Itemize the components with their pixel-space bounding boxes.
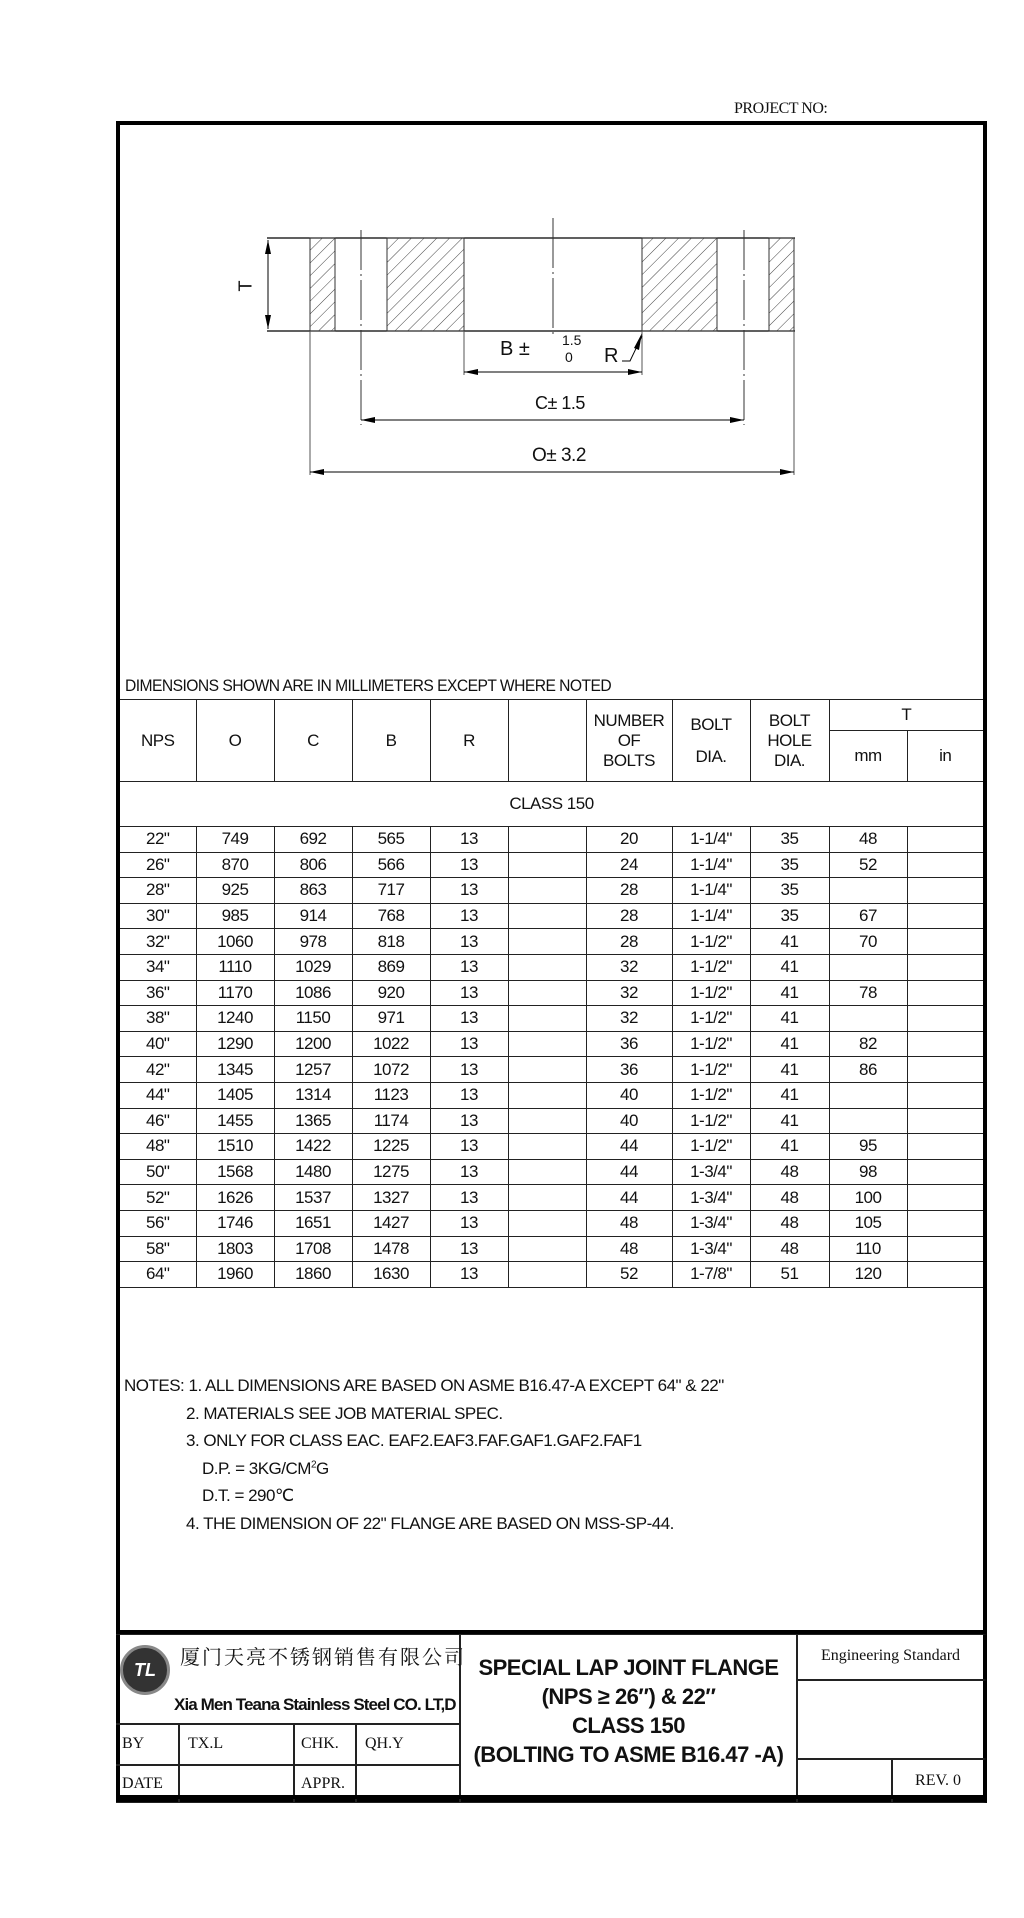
cell-b: 1174 bbox=[352, 1108, 430, 1134]
note-4: 4. THE DIMENSION OF 22" FLANGE ARE BASED ON MSS-SP-44. bbox=[186, 1513, 674, 1533]
cell-b: 1630 bbox=[352, 1262, 430, 1288]
cell-hole: 35 bbox=[750, 827, 829, 853]
cell-t-in bbox=[907, 1082, 983, 1108]
cell-bolt-dia: 1-3/4" bbox=[672, 1236, 750, 1262]
cell-c: 1086 bbox=[274, 980, 352, 1006]
cell-bolt-dia: 1-1/2" bbox=[672, 954, 750, 980]
cell-hole: 41 bbox=[750, 1134, 829, 1160]
bore-dimension bbox=[464, 369, 642, 375]
cell-o: 1170 bbox=[196, 980, 274, 1006]
cell-o: 1405 bbox=[196, 1082, 274, 1108]
bolt-circle-dimension bbox=[361, 417, 744, 423]
cell-hole: 51 bbox=[750, 1262, 829, 1288]
cell-r: 13 bbox=[430, 1031, 508, 1057]
cell-o: 985 bbox=[196, 903, 274, 929]
dimensions-table bbox=[120, 699, 983, 1288]
class-label: CLASS 150 bbox=[120, 782, 983, 827]
cell-t-mm bbox=[829, 878, 907, 904]
cell-t-mm bbox=[829, 1006, 907, 1032]
table-row bbox=[120, 1082, 983, 1108]
table-row bbox=[120, 852, 983, 878]
cell-hole: 41 bbox=[750, 1082, 829, 1108]
cell-t-mm bbox=[829, 954, 907, 980]
cell-nps: 40" bbox=[120, 1031, 196, 1057]
cell-bolt-dia: 1-1/4" bbox=[672, 878, 750, 904]
title-block bbox=[116, 1630, 987, 1803]
cell-t-in bbox=[907, 1108, 983, 1134]
cell-t-in bbox=[907, 1134, 983, 1160]
cell-nps: 56" bbox=[120, 1210, 196, 1236]
cell-o: 1626 bbox=[196, 1185, 274, 1211]
header-number-of-bolts: NUMBER OF BOLTS bbox=[586, 700, 672, 782]
cell-t-in bbox=[907, 980, 983, 1006]
cell-o: 1240 bbox=[196, 1006, 274, 1032]
cell-r: 13 bbox=[430, 929, 508, 955]
units-note: DIMENSIONS SHOWN ARE IN MILLIMETERS EXCEPT WHERE NOTED bbox=[125, 676, 612, 695]
cell-r: 13 bbox=[430, 1108, 508, 1134]
dp-suffix: G bbox=[316, 1458, 329, 1478]
cell-r: 13 bbox=[430, 1210, 508, 1236]
cell-r: 13 bbox=[430, 1082, 508, 1108]
cell-c: 1200 bbox=[274, 1031, 352, 1057]
cell-blank bbox=[508, 903, 586, 929]
cell-t-in bbox=[907, 954, 983, 980]
table-row bbox=[120, 1134, 983, 1160]
cell-r: 13 bbox=[430, 1134, 508, 1160]
cell-t-in bbox=[907, 1159, 983, 1185]
cell-blank bbox=[508, 1134, 586, 1160]
document-number-cell bbox=[797, 1680, 987, 1759]
dp-prefix: D.P. = 3KG/CM bbox=[202, 1458, 311, 1478]
table-row bbox=[120, 878, 983, 904]
cell-t-mm: 100 bbox=[829, 1185, 907, 1211]
cell-r: 13 bbox=[430, 827, 508, 853]
cell-bolt-dia: 1-1/2" bbox=[672, 1031, 750, 1057]
table-row bbox=[120, 1057, 983, 1083]
cell-r: 13 bbox=[430, 878, 508, 904]
cell-nps: 48" bbox=[120, 1134, 196, 1160]
cell-o: 1510 bbox=[196, 1134, 274, 1160]
cell-t-mm: 120 bbox=[829, 1262, 907, 1288]
header-blank bbox=[508, 700, 586, 782]
header-t: T bbox=[829, 700, 983, 731]
cell-t-mm: 67 bbox=[829, 903, 907, 929]
header-o: O bbox=[196, 700, 274, 782]
table-row bbox=[120, 903, 983, 929]
cell-c: 1314 bbox=[274, 1082, 352, 1108]
cell-b: 1123 bbox=[352, 1082, 430, 1108]
cell-t-in bbox=[907, 1031, 983, 1057]
cell-o: 1960 bbox=[196, 1262, 274, 1288]
cell-bolt-dia: 1-1/2" bbox=[672, 1082, 750, 1108]
cell-b: 869 bbox=[352, 954, 430, 980]
table-row bbox=[120, 980, 983, 1006]
cell-bolt-dia: 1-1/2" bbox=[672, 1057, 750, 1083]
bore-tolerance-upper: 1.5 bbox=[562, 332, 582, 348]
cell-bolts: 28 bbox=[586, 903, 672, 929]
cell-t-in bbox=[907, 827, 983, 853]
cell-b: 920 bbox=[352, 980, 430, 1006]
cell-bolt-dia: 1-1/2" bbox=[672, 929, 750, 955]
cell-bolts: 24 bbox=[586, 852, 672, 878]
radius-label: R bbox=[604, 345, 619, 367]
cell-bolts: 36 bbox=[586, 1031, 672, 1057]
drawing-title-cell bbox=[460, 1634, 797, 1803]
cell-b: 565 bbox=[352, 827, 430, 853]
note-3-design-temperature: D.T. = 290℃ bbox=[202, 1486, 294, 1505]
cell-bolts: 28 bbox=[586, 878, 672, 904]
chk-value: QH.Y bbox=[356, 1724, 460, 1765]
cell-hole: 35 bbox=[750, 852, 829, 878]
project-number-label: PROJECT NO: bbox=[734, 100, 828, 117]
cell-bolt-dia: 1-3/4" bbox=[672, 1159, 750, 1185]
cell-o: 1746 bbox=[196, 1210, 274, 1236]
cell-b: 1072 bbox=[352, 1057, 430, 1083]
cell-c: 692 bbox=[274, 827, 352, 853]
by-value: TX.L bbox=[179, 1724, 294, 1765]
title-line-2: (NPS ≥ 26″) & 22″ bbox=[541, 1684, 716, 1709]
cell-nps: 22" bbox=[120, 827, 196, 853]
cell-blank bbox=[508, 1262, 586, 1288]
title-block-bottom-border bbox=[116, 1795, 987, 1799]
cell-t-mm: 82 bbox=[829, 1031, 907, 1057]
cell-bolts: 40 bbox=[586, 1082, 672, 1108]
title-line-1: SPECIAL LAP JOINT FLANGE bbox=[478, 1655, 779, 1680]
company-cell bbox=[116, 1634, 466, 1724]
appr-label: APPR. bbox=[294, 1765, 356, 1803]
cell-t-mm bbox=[829, 1082, 907, 1108]
cell-o: 1455 bbox=[196, 1108, 274, 1134]
cell-bolt-dia: 1-3/4" bbox=[672, 1210, 750, 1236]
note-3: 3. ONLY FOR CLASS EAC. EAF2.EAF3.FAF.GAF1.GAF2.FAF1 bbox=[186, 1431, 642, 1450]
cell-blank bbox=[508, 1108, 586, 1134]
cell-bolt-dia: 1-1/2" bbox=[672, 1134, 750, 1160]
cell-blank bbox=[508, 929, 586, 955]
cell-r: 13 bbox=[430, 1006, 508, 1032]
radius-leader bbox=[622, 333, 642, 361]
cell-t-mm: 70 bbox=[829, 929, 907, 955]
cell-c: 1257 bbox=[274, 1057, 352, 1083]
header-b: B bbox=[352, 700, 430, 782]
cell-blank bbox=[508, 1031, 586, 1057]
cell-bolt-dia: 1-1/4" bbox=[672, 903, 750, 929]
cell-nps: 26" bbox=[120, 852, 196, 878]
cell-r: 13 bbox=[430, 1236, 508, 1262]
cell-c: 1480 bbox=[274, 1159, 352, 1185]
title-line-4: (BOLTING TO ASME B16.47 -A) bbox=[473, 1742, 784, 1767]
cell-blank bbox=[508, 954, 586, 980]
cell-nps: 46" bbox=[120, 1108, 196, 1134]
company-name-english: Xia Men Teana Stainless Steel CO. LT,D bbox=[174, 1695, 456, 1714]
cell-blank bbox=[508, 980, 586, 1006]
cell-nps: 30" bbox=[120, 903, 196, 929]
cell-r: 13 bbox=[430, 954, 508, 980]
cell-t-in bbox=[907, 1262, 983, 1288]
cell-t-in bbox=[907, 1185, 983, 1211]
cell-o: 870 bbox=[196, 852, 274, 878]
table-row bbox=[120, 954, 983, 980]
cell-bolts: 32 bbox=[586, 1006, 672, 1032]
cell-r: 13 bbox=[430, 1262, 508, 1288]
cell-hole: 41 bbox=[750, 1057, 829, 1083]
cell-bolts: 44 bbox=[586, 1134, 672, 1160]
cell-c: 863 bbox=[274, 878, 352, 904]
cell-b: 1022 bbox=[352, 1031, 430, 1057]
cell-r: 13 bbox=[430, 1185, 508, 1211]
note-3-design-pressure bbox=[124, 1455, 724, 1483]
cell-hole: 41 bbox=[750, 1031, 829, 1057]
engineering-standard-label: Engineering Standard bbox=[797, 1634, 987, 1680]
cell-bolt-dia: 1-3/4" bbox=[672, 1185, 750, 1211]
table-row bbox=[120, 1031, 983, 1057]
cell-nps: 58" bbox=[120, 1236, 196, 1262]
cell-r: 13 bbox=[430, 903, 508, 929]
table-row bbox=[120, 1108, 983, 1134]
cell-r: 13 bbox=[430, 1159, 508, 1185]
cell-hole: 48 bbox=[750, 1159, 829, 1185]
cell-nps: 38" bbox=[120, 1006, 196, 1032]
cell-bolts: 44 bbox=[586, 1185, 672, 1211]
chk-label: CHK. bbox=[294, 1724, 356, 1765]
cell-c: 806 bbox=[274, 852, 352, 878]
cell-bolts: 44 bbox=[586, 1159, 672, 1185]
header-bolt-hole-dia: BOLT HOLE DIA. bbox=[750, 700, 829, 782]
cell-bolts: 32 bbox=[586, 954, 672, 980]
cell-t-mm: 86 bbox=[829, 1057, 907, 1083]
table-row bbox=[120, 1006, 983, 1032]
cell-hole: 48 bbox=[750, 1185, 829, 1211]
cell-bolt-dia: 1-7/8" bbox=[672, 1262, 750, 1288]
cell-t-mm: 105 bbox=[829, 1210, 907, 1236]
cell-o: 925 bbox=[196, 878, 274, 904]
cell-r: 13 bbox=[430, 1057, 508, 1083]
cell-blank bbox=[508, 878, 586, 904]
company-name-chinese: 厦门天亮不锈钢销售有限公司 bbox=[180, 1645, 466, 1669]
cell-b: 818 bbox=[352, 929, 430, 955]
cell-b: 1478 bbox=[352, 1236, 430, 1262]
header-c: C bbox=[274, 700, 352, 782]
cell-blank bbox=[508, 827, 586, 853]
cell-blank bbox=[508, 1185, 586, 1211]
header-t-mm: mm bbox=[829, 731, 907, 782]
cell-nps: 42" bbox=[120, 1057, 196, 1083]
cell-c: 914 bbox=[274, 903, 352, 929]
cell-hole: 48 bbox=[750, 1236, 829, 1262]
cell-hole: 48 bbox=[750, 1210, 829, 1236]
cell-hole: 35 bbox=[750, 878, 829, 904]
cell-bolts: 52 bbox=[586, 1262, 672, 1288]
cell-bolts: 48 bbox=[586, 1210, 672, 1236]
cell-nps: 64" bbox=[120, 1262, 196, 1288]
cell-t-in bbox=[907, 1057, 983, 1083]
cell-c: 1860 bbox=[274, 1262, 352, 1288]
cell-t-in bbox=[907, 1236, 983, 1262]
table-row bbox=[120, 1236, 983, 1262]
table-row bbox=[120, 827, 983, 853]
cell-nps: 28" bbox=[120, 878, 196, 904]
cell-r: 13 bbox=[430, 852, 508, 878]
table-row bbox=[120, 1210, 983, 1236]
cell-b: 1225 bbox=[352, 1134, 430, 1160]
cell-hole: 35 bbox=[750, 903, 829, 929]
thickness-label: T bbox=[235, 280, 256, 292]
flange-section-drawing bbox=[116, 125, 987, 545]
hatched-sections bbox=[310, 238, 794, 331]
dp-superscript: 2 bbox=[310, 1458, 316, 1470]
cell-blank bbox=[508, 1159, 586, 1185]
cell-t-in bbox=[907, 852, 983, 878]
cell-o: 1290 bbox=[196, 1031, 274, 1057]
table-row bbox=[120, 1159, 983, 1185]
cell-bolts: 40 bbox=[586, 1108, 672, 1134]
cell-t-mm: 48 bbox=[829, 827, 907, 853]
notes-prefix: NOTES: bbox=[124, 1376, 185, 1395]
header-t-in: in bbox=[907, 731, 983, 782]
by-label: BY bbox=[116, 1724, 179, 1765]
thickness-dimension bbox=[265, 240, 271, 329]
cell-t-in bbox=[907, 1210, 983, 1236]
cell-t-in bbox=[907, 878, 983, 904]
cell-r: 13 bbox=[430, 980, 508, 1006]
cell-b: 1327 bbox=[352, 1185, 430, 1211]
cell-c: 1365 bbox=[274, 1108, 352, 1134]
cell-bolt-dia: 1-1/2" bbox=[672, 1108, 750, 1134]
title-line-3: CLASS 150 bbox=[572, 1713, 685, 1738]
cell-t-in bbox=[907, 929, 983, 955]
cell-blank bbox=[508, 1210, 586, 1236]
cell-o: 1060 bbox=[196, 929, 274, 955]
cell-o: 749 bbox=[196, 827, 274, 853]
cell-hole: 41 bbox=[750, 929, 829, 955]
cell-t-mm bbox=[829, 1108, 907, 1134]
cell-nps: 50" bbox=[120, 1159, 196, 1185]
cell-o: 1568 bbox=[196, 1159, 274, 1185]
cell-blank bbox=[508, 1236, 586, 1262]
header-nps: NPS bbox=[120, 700, 196, 782]
cell-blank bbox=[508, 1082, 586, 1108]
bolt-circle-label: C± 1.5 bbox=[535, 393, 585, 413]
date-label: DATE bbox=[116, 1765, 179, 1803]
cell-b: 717 bbox=[352, 878, 430, 904]
bore-label: B ± bbox=[500, 338, 530, 360]
cell-bolts: 48 bbox=[586, 1236, 672, 1262]
cell-t-mm: 98 bbox=[829, 1159, 907, 1185]
notes-section bbox=[124, 1372, 724, 1537]
cell-b: 971 bbox=[352, 1006, 430, 1032]
revision-label: REV. 0 bbox=[892, 1759, 987, 1803]
cell-bolts: 36 bbox=[586, 1057, 672, 1083]
cell-nps: 52" bbox=[120, 1185, 196, 1211]
cell-c: 1651 bbox=[274, 1210, 352, 1236]
table-row bbox=[120, 1262, 983, 1288]
cell-t-mm: 78 bbox=[829, 980, 907, 1006]
cell-c: 1422 bbox=[274, 1134, 352, 1160]
cell-t-in bbox=[907, 1006, 983, 1032]
cell-nps: 32" bbox=[120, 929, 196, 955]
cell-bolts: 20 bbox=[586, 827, 672, 853]
cell-nps: 34" bbox=[120, 954, 196, 980]
header-r: R bbox=[430, 700, 508, 782]
cell-hole: 41 bbox=[750, 1006, 829, 1032]
cell-nps: 36" bbox=[120, 980, 196, 1006]
cell-blank bbox=[508, 1006, 586, 1032]
cell-nps: 44" bbox=[120, 1082, 196, 1108]
cell-c: 1708 bbox=[274, 1236, 352, 1262]
cell-c: 1150 bbox=[274, 1006, 352, 1032]
cell-b: 768 bbox=[352, 903, 430, 929]
company-logo: TL bbox=[120, 1645, 170, 1695]
cell-bolt-dia: 1-1/2" bbox=[672, 980, 750, 1006]
note-1-text: 1. ALL DIMENSIONS ARE BASED ON ASME B16.47-A EXCEPT 64" & 22" bbox=[188, 1376, 724, 1395]
note-1 bbox=[124, 1372, 724, 1400]
cell-c: 978 bbox=[274, 929, 352, 955]
cell-bolt-dia: 1-1/4" bbox=[672, 827, 750, 853]
cell-t-mm: 95 bbox=[829, 1134, 907, 1160]
cell-t-in bbox=[907, 903, 983, 929]
cell-bolts: 32 bbox=[586, 980, 672, 1006]
cell-t-mm: 52 bbox=[829, 852, 907, 878]
cell-c: 1537 bbox=[274, 1185, 352, 1211]
cell-bolt-dia: 1-1/2" bbox=[672, 1006, 750, 1032]
outer-diameter-label: O± 3.2 bbox=[532, 445, 586, 466]
cell-bolts: 28 bbox=[586, 929, 672, 955]
header-bolt-dia: BOLT DIA. bbox=[672, 700, 750, 782]
bore-tolerance-lower: 0 bbox=[565, 349, 573, 365]
cell-o: 1110 bbox=[196, 954, 274, 980]
cell-hole: 41 bbox=[750, 980, 829, 1006]
outer-dia-dimension bbox=[310, 469, 794, 475]
cell-hole: 41 bbox=[750, 1108, 829, 1134]
cell-b: 1275 bbox=[352, 1159, 430, 1185]
cell-b: 566 bbox=[352, 852, 430, 878]
cell-bolt-dia: 1-1/4" bbox=[672, 852, 750, 878]
cell-blank bbox=[508, 852, 586, 878]
note-2: 2. MATERIALS SEE JOB MATERIAL SPEC. bbox=[186, 1403, 503, 1423]
cell-b: 1427 bbox=[352, 1210, 430, 1236]
table-row bbox=[120, 1185, 983, 1211]
cell-o: 1345 bbox=[196, 1057, 274, 1083]
table-row bbox=[120, 929, 983, 955]
cell-o: 1803 bbox=[196, 1236, 274, 1262]
cell-hole: 41 bbox=[750, 954, 829, 980]
cell-t-mm: 110 bbox=[829, 1236, 907, 1262]
cell-blank bbox=[508, 1057, 586, 1083]
cell-c: 1029 bbox=[274, 954, 352, 980]
